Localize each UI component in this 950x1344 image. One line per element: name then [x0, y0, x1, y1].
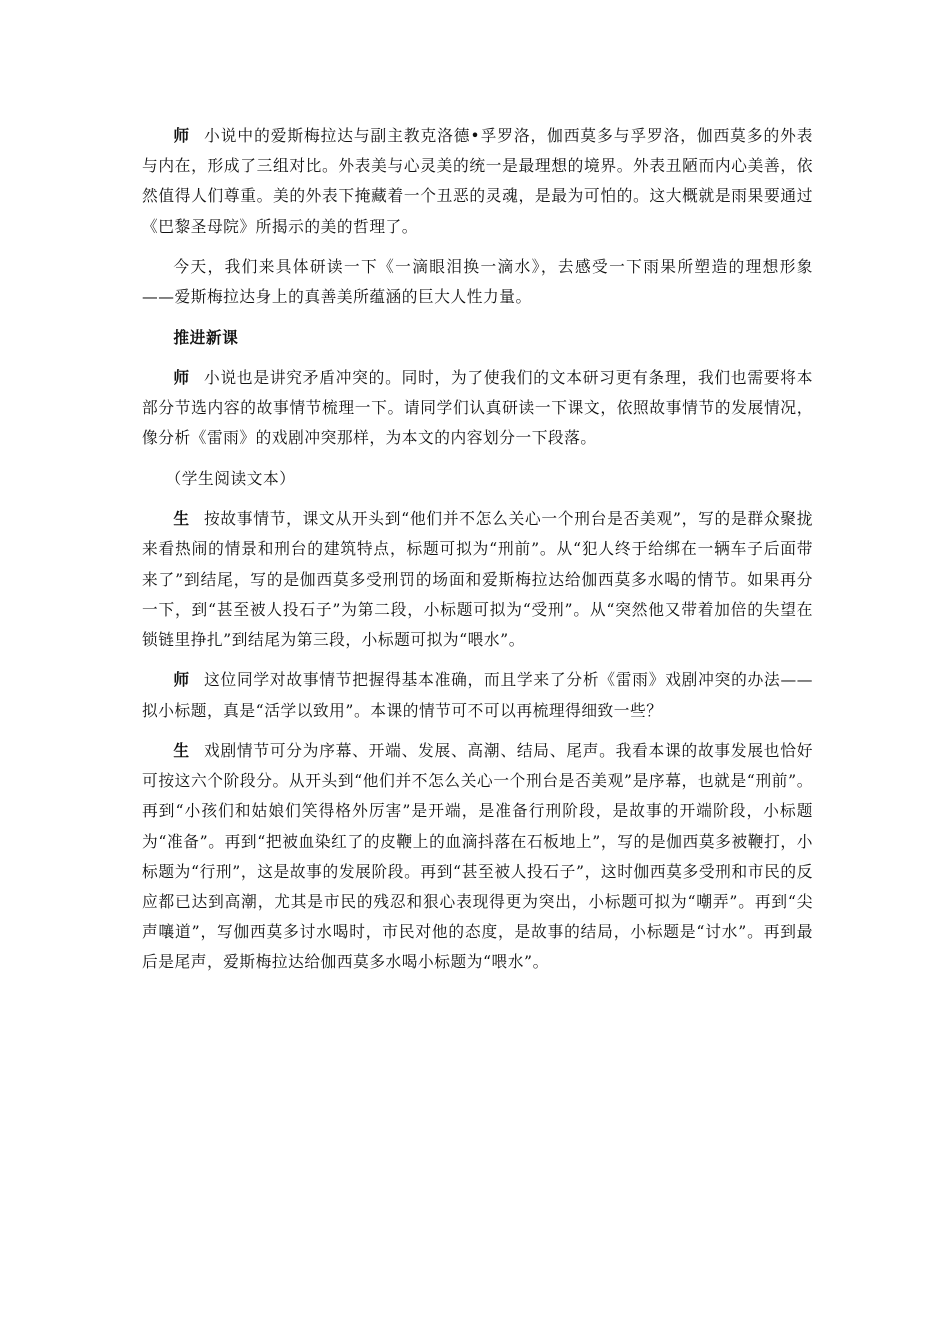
speaker-label: 生 [173, 740, 190, 760]
paragraph-text: 这位同学对故事情节把握得基本准确，而且学来了分析《雷雨》戏剧冲突的办法——拟小标题，真是“活学以致用”。本课的情节可不可以再梳理得细致一些？ [142, 670, 813, 720]
paragraph-5 [142, 665, 813, 725]
paragraph-3 [142, 363, 813, 454]
speaker-label: 师 [173, 670, 190, 690]
paragraph-4 [142, 504, 813, 655]
stage-note: （学生阅读文本） [165, 468, 296, 488]
speaker-label: 生 [173, 509, 190, 529]
paragraph-text: 小说中的爱斯梅拉达与副主教克洛德•孚罗洛，伽西莫多与孚罗洛，伽西莫多的外表与内在，形成了三组对比。外表美与心灵美的统一是最理想的境界。外表丑陋而内心美善，依然值得人们尊重。美的外表下掩藏着一个丑恶的灵魂，是最为可怕的。这大概就是雨果要通过《巴黎圣母院》所揭示的美的哲理了。 [142, 126, 813, 236]
section-heading: 推进新课 [173, 327, 239, 347]
paragraph-text: 戏剧情节可分为序幕、开端、发展、高潮、结局、尾声。我看本课的故事发展也恰好可按这六个阶段分。从开头到“他们并不怎么关心一个刑台是否美观”是序幕，也就是“刑前”。再到“小孩们和姑娘们笑得格外厉害”是开端，是准备行刑阶段，是故事的开端阶段，小标题为“准备”。再到“把被血染红了的皮鞭上的血滴抖落在石板地上”，写的是伽西莫多被鞭打，小标题为“行刑”，这是故事的发展阶段。再到“甚至被人投石子”，这时伽西莫多受刑和市民的反应都已达到高潮，尤其是市民的残忍和狠心表现得更为突出，小标题可拟为“嘲弄”。再到“尖声嚷道”，写伽西莫多讨水喝时，市民对他的态度，是故事的结局，小标题是“讨水”。再到最后是尾声，爱斯梅拉达给伽西莫多水喝小标题为“喂水”。 [142, 740, 813, 972]
paragraph-text: 今天，我们来具体研读一下《一滴眼泪换一滴水》，去感受一下雨果所塑造的理想形象——爱斯梅拉达身上的真善美所蕴涵的巨大人性力量。 [142, 257, 813, 307]
speaker-label: 师 [173, 126, 191, 145]
paragraph-text: 按故事情节，课文从开头到“他们并不怎么关心一个刑台是否美观”，写的是群众聚拢来看热闹的情景和刑台的建筑特点，标题可拟为“刑前”。从“犯人终于给绑在一辆车子后面带来了”到结尾，写的是伽西莫多受刑罚的场面和爱斯梅拉达给伽西莫多水喝的情节。如果再分一下，到“甚至被人投石子”为第二段，小标题可拟为“受刑”。从“突然他又带着加倍的失望在锁链里挣扎”到结尾为第三段，小标题可拟为“喂水”。 [142, 509, 813, 649]
paragraph-6 [142, 736, 813, 978]
speaker-label: 师 [173, 367, 190, 387]
paragraph-2 [142, 252, 813, 312]
paragraph-1 [142, 121, 813, 242]
paragraph-text: 小说也是讲究矛盾冲突的。同时，为了使我们的文本研习更有条理，我们也需要将本部分节选内容的故事情节梳理一下。请同学们认真研读一下课文，依照故事情节的发展情况，像分析《雷雨》的戏剧冲突那样，为本文的内容划分一下段落。 [142, 367, 813, 448]
